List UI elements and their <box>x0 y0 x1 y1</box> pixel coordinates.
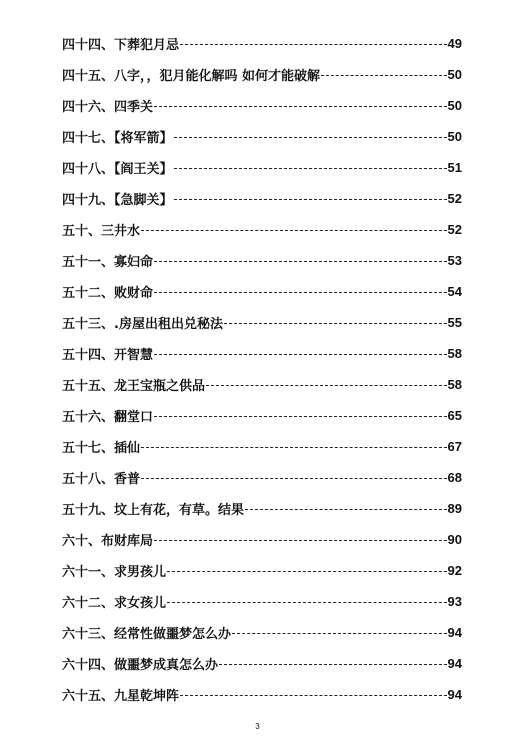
table-of-contents <box>62 28 462 710</box>
toc-entry-title: 五十一、寡妇命 <box>62 255 154 270</box>
toc-entry-page: 94 <box>447 687 462 702</box>
toc-entry-page: 93 <box>447 594 462 609</box>
dot-leader <box>321 75 447 76</box>
toc-entry <box>62 28 462 59</box>
toc-entry-page: 54 <box>447 284 462 299</box>
toc-entry-title: 四十四、下葬犯月忌 <box>62 38 180 53</box>
toc-entry <box>62 369 462 400</box>
toc-entry-page: 58 <box>447 346 462 361</box>
dot-leader <box>154 261 447 262</box>
dot-leader <box>174 199 447 200</box>
toc-entry-title: 六十一、求男孩儿 <box>62 565 167 580</box>
dot-leader <box>180 44 447 45</box>
toc-entry <box>62 90 462 121</box>
dot-leader <box>167 571 447 572</box>
dot-leader <box>206 385 447 386</box>
toc-entry <box>62 183 462 214</box>
dot-leader <box>224 323 447 324</box>
toc-entry <box>62 276 462 307</box>
dot-leader <box>219 664 447 665</box>
toc-entry-page: 58 <box>447 377 462 392</box>
toc-entry-page: 94 <box>447 656 462 671</box>
toc-entry-title: 四十九、【急脚关】 <box>62 193 173 208</box>
toc-entry-title: 五十八、香普 <box>62 472 141 487</box>
toc-entry-title: 六十三、经常性做噩梦怎么办 <box>62 627 232 642</box>
dot-leader <box>154 106 447 107</box>
toc-entry-title: 五十四、开智慧 <box>62 348 154 363</box>
toc-entry-page: 53 <box>447 253 462 268</box>
toc-entry-title: 五十九、坟上有花，有草。结果 <box>62 503 245 518</box>
toc-entry-page: 92 <box>447 563 462 578</box>
dot-leader <box>154 354 447 355</box>
dot-leader <box>167 602 447 603</box>
toc-entry-page: 50 <box>447 129 462 144</box>
toc-entry <box>62 121 462 152</box>
toc-entry-page: 50 <box>447 67 462 82</box>
dot-leader <box>141 230 447 231</box>
toc-entry-page: 49 <box>447 36 462 51</box>
toc-entry <box>62 338 462 369</box>
toc-entry-page: 90 <box>447 532 462 547</box>
toc-entry <box>62 245 462 276</box>
toc-entry-page: 50 <box>447 98 462 113</box>
dot-leader <box>141 447 447 448</box>
dot-leader <box>154 540 447 541</box>
toc-entry <box>62 679 462 710</box>
toc-entry-title: 四十五、八字，，犯月能化解吗 如何才能破解 <box>62 69 321 84</box>
toc-entry-title: 五十六、翻堂口 <box>62 410 154 425</box>
toc-entry <box>62 307 462 338</box>
toc-entry <box>62 400 462 431</box>
toc-entry <box>62 152 462 183</box>
toc-entry <box>62 214 462 245</box>
dot-leader <box>245 509 447 510</box>
dot-leader <box>154 292 447 293</box>
toc-entry-title: 六十五、九星乾坤阵 <box>62 689 180 704</box>
toc-entry-page: 51 <box>447 160 462 175</box>
toc-entry-page: 52 <box>447 222 462 237</box>
toc-entry-title: 六十二、求女孩儿 <box>62 596 167 611</box>
toc-entry-title: 六十四、做噩梦成真怎么办 <box>62 658 219 673</box>
toc-entry-page: 55 <box>447 315 462 330</box>
toc-entry-title: 五十二、败财命 <box>62 286 154 301</box>
toc-entry-page: 65 <box>447 408 462 423</box>
toc-entry-page: 68 <box>447 470 462 485</box>
toc-entry <box>62 617 462 648</box>
toc-entry <box>62 462 462 493</box>
toc-entry <box>62 555 462 586</box>
dot-leader <box>154 416 447 417</box>
toc-entry-page: 67 <box>447 439 462 454</box>
toc-entry-title: 四十八、【阎王关】 <box>62 162 173 177</box>
toc-entry-title: 四十七、【将军箭】 <box>62 131 173 146</box>
toc-entry-page: 94 <box>447 625 462 640</box>
toc-entry-title: 五十七、插仙 <box>62 441 141 456</box>
toc-entry-title: 四十六、四季关 <box>62 100 154 115</box>
toc-entry <box>62 431 462 462</box>
toc-entry-page: 89 <box>447 501 462 516</box>
toc-entry-page: 52 <box>447 191 462 206</box>
toc-entry-title: 五十、三井水 <box>62 224 141 239</box>
toc-entry-title: 五十五、龙王宝瓶之供品 <box>62 379 206 394</box>
dot-leader <box>174 137 447 138</box>
toc-entry <box>62 493 462 524</box>
dot-leader <box>232 633 447 634</box>
toc-entry <box>62 586 462 617</box>
toc-entry <box>62 524 462 555</box>
dot-leader <box>174 168 447 169</box>
toc-entry <box>62 648 462 679</box>
page-number: 3 <box>255 722 260 731</box>
dot-leader <box>180 695 447 696</box>
dot-leader <box>141 478 447 479</box>
toc-entry-title: 五十三、.房屋出租出兑秘法 <box>62 317 223 332</box>
toc-entry <box>62 59 462 90</box>
toc-entry-title: 六十、布财库局 <box>62 534 154 549</box>
